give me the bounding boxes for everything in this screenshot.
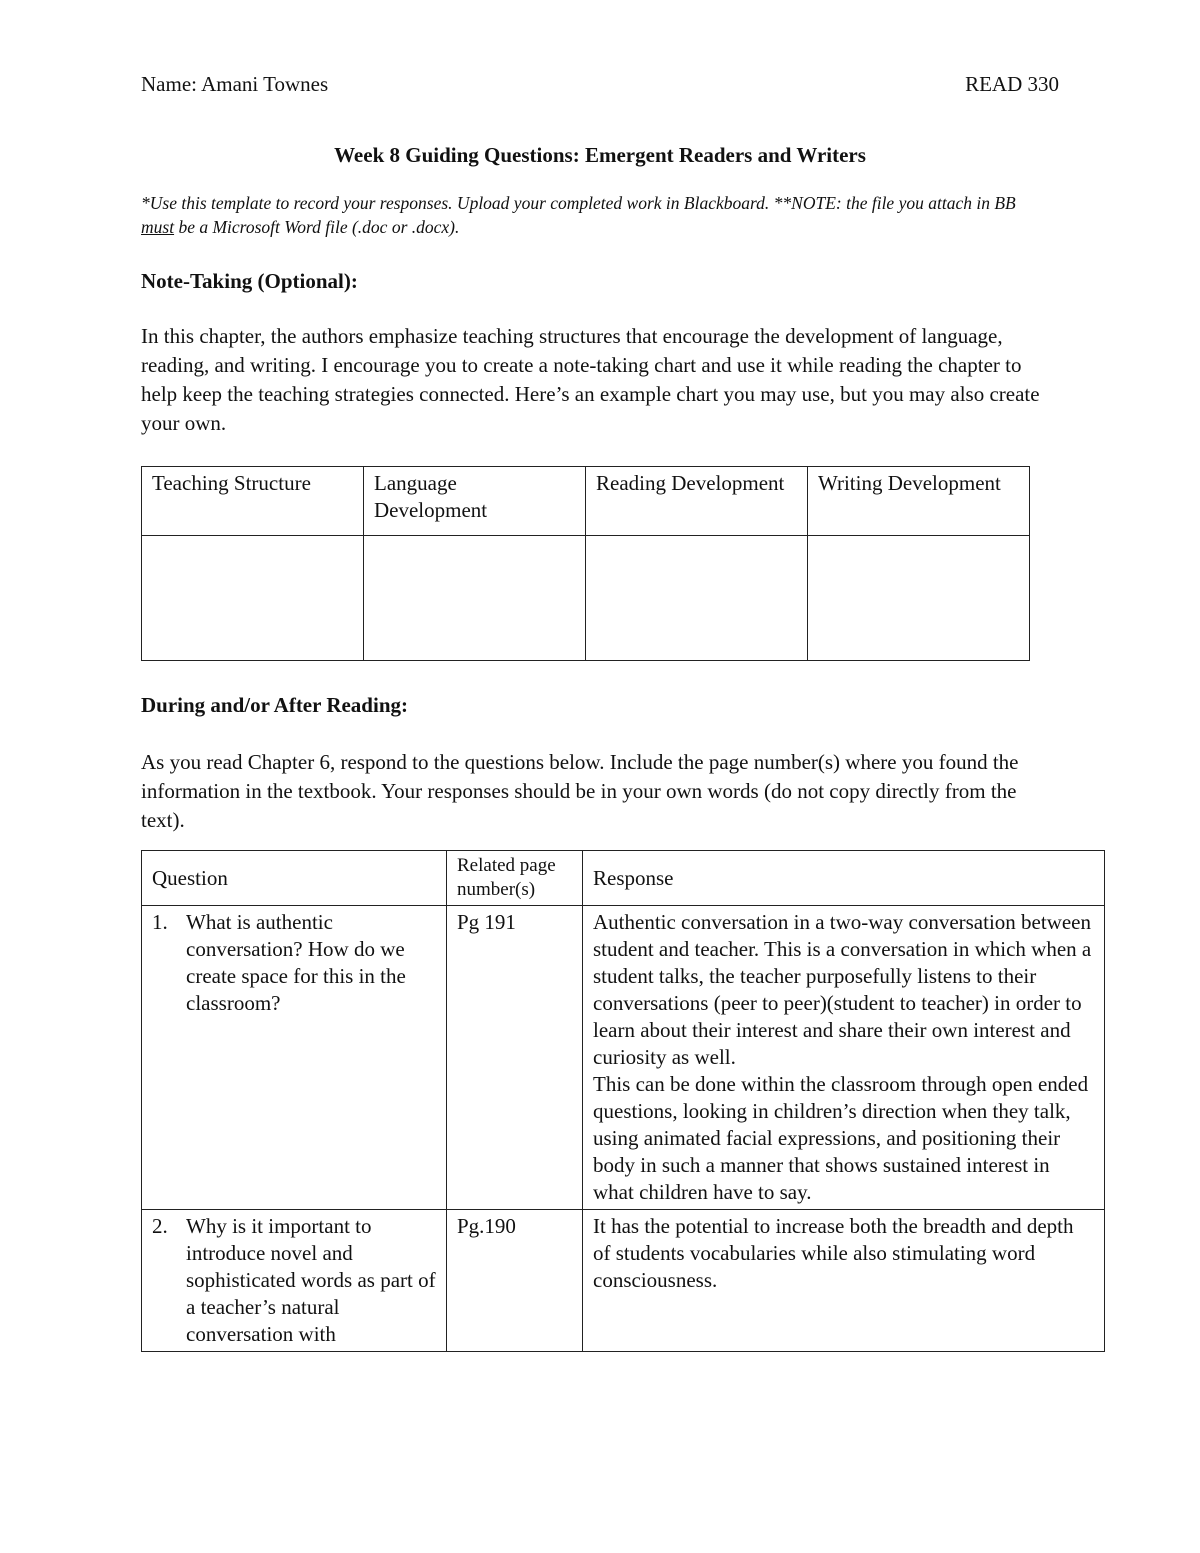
response-paragraph: This can be done within the classroom through open ended questions, looking in children’s direction when they talk, using animated facial expressions, and positioning their body in such a manner that shows sustained interest in what children have to say. [593, 1072, 1089, 1204]
empty-cell[interactable] [586, 536, 808, 661]
note-taking-header-row [142, 467, 1030, 536]
instructions-part-2: be a Microsoft Word file (.doc or .docx). [174, 217, 460, 237]
during-after-paragraph: As you read Chapter 6, respond to the questions below. Include the page number(s) where you found the information in the textbook. Your responses should be in your own words (do not copy directly from the text). [141, 750, 1019, 832]
instructions [141, 191, 1041, 239]
student-name: Name: Amani Townes [141, 72, 329, 96]
table-row [142, 1210, 1105, 1352]
question-response-table [141, 850, 1105, 1352]
empty-cell[interactable] [364, 536, 586, 661]
column-response: Response [583, 851, 1105, 906]
response-paragraph: Authentic conversation in a two-way conversation between student and teacher. This is a conversation in which when a student talks, the teacher purposefully listens to their conversations (peer to peer)(student to teacher) in order to learn about their interest and share their own interest and curiosity as well. [593, 910, 1092, 1069]
page-number-cell: Pg.190 [447, 1210, 583, 1352]
response-paragraph: It has the potential to increase both the breadth and depth of students vocabularies while also stimulating word consciousness. [593, 1214, 1074, 1292]
during-after-heading: During and/or After Reading: [141, 693, 408, 717]
column-question: Question [142, 851, 447, 906]
column-page-numbers: Related page number(s) [447, 851, 583, 906]
empty-cell[interactable] [142, 536, 364, 661]
response-cell[interactable] [583, 906, 1105, 1210]
question-text: What is authentic conversation? How do we create space for this in the classroom? [186, 910, 406, 1015]
instructions-must: must [141, 217, 175, 237]
question-text: Why is it important to introduce novel and sophisticated words as part of a teacher’s natural conversation with [186, 1214, 436, 1346]
question-number: 2. [152, 1214, 168, 1238]
note-taking-table [141, 466, 1030, 661]
note-taking-paragraph: In this chapter, the authors emphasize teaching structures that encourage the development of language, reading, and writing. I encourage you to create a note-taking chart and use it while reading the chapter to help keep the teaching strategies connected. Here’s an example chart you may use, but you may also create your own. [141, 324, 1040, 435]
empty-cell[interactable] [808, 536, 1030, 661]
note-taking-empty-row [142, 536, 1030, 661]
page-title: Week 8 Guiding Questions: Emergent Readers and Writers [334, 143, 866, 167]
note-taking-heading: Note-Taking (Optional): [141, 269, 358, 293]
question-cell [142, 906, 447, 1210]
course-code: READ 330 [965, 72, 1059, 96]
question-cell [142, 1210, 447, 1352]
column-language-development: Language Development [364, 467, 586, 536]
question-number: 1. [152, 910, 168, 934]
qa-header-row [142, 851, 1105, 906]
response-cell[interactable] [583, 1210, 1105, 1352]
instructions-part-1: *Use this template to record your responses. Upload your completed work in Blackboard. **NOTE: the file you attach in BB [141, 193, 1016, 213]
header-row [141, 72, 1059, 97]
page-number-cell: Pg 191 [447, 906, 583, 1210]
column-reading-development: Reading Development [586, 467, 808, 536]
table-row [142, 906, 1105, 1210]
column-writing-development: Writing Development [808, 467, 1030, 536]
column-teaching-structure: Teaching Structure [142, 467, 364, 536]
